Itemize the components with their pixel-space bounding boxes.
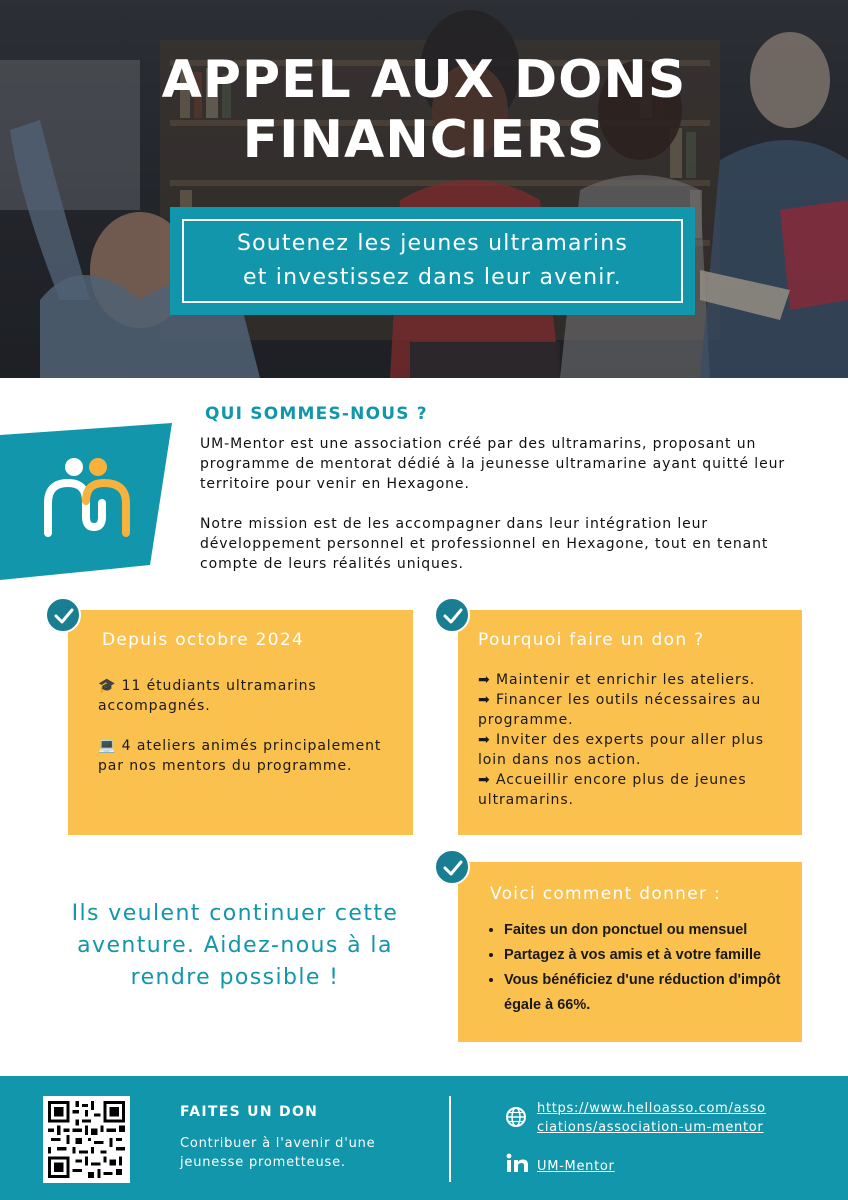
appeal-text: Ils veulent continuer cette aventure. Aidez-nous à la rendre possible ! <box>71 901 399 990</box>
since-card-body <box>98 676 388 776</box>
subtitle-line-2: et investissez dans leur avenir. <box>243 265 622 290</box>
how-card-list <box>504 918 794 1018</box>
footer-title: FAITES UN DON <box>180 1104 319 1120</box>
how-item: • Faites un don ponctuel ou mensuel <box>504 918 794 943</box>
footer <box>0 1076 848 1200</box>
footer-subtitle: Contribuer à l'avenir d'une jeunesse prometteuse. <box>180 1136 376 1170</box>
linkedin-icon <box>506 1153 530 1173</box>
since-checkmark-icon <box>45 597 81 633</box>
since-card-title: Depuis octobre 2024 <box>102 630 305 650</box>
about-paragraph-1: UM-Mentor est une association créé par des ultramarins, proposant un programme de mentorat dédié à la jeunesse ultramarine ayant quitté leur territoire pour venir en Hexagone. <box>200 436 786 492</box>
how-card-title: Voici comment donner : <box>490 884 721 904</box>
why-checkmark-icon <box>434 597 470 633</box>
since-item-students: 🎓 11 étudiants ultramarins accompagnés. <box>98 678 317 714</box>
page-title <box>0 50 848 170</box>
about-paragraph-2: Notre mission est de les accompagner dans leur intégration leur développement personnel et professionnel en Hexagone, tout en tenant compte de leurs réalités uniques. <box>200 516 769 572</box>
helloasso-link[interactable]: https://www.helloasso.com/associations/association-um-mentor <box>537 1101 766 1135</box>
subtitle-line-1: Soutenez les jeunes ultramarins <box>236 231 629 256</box>
how-item: • Partagez à vos amis et à votre famille <box>504 943 794 968</box>
about-heading: QUI SOMMES-NOUS ? <box>205 404 428 424</box>
why-item: ➡ Accueillir encore plus de jeunes ultramarins. <box>478 772 747 808</box>
how-to-donate-card <box>458 862 802 1042</box>
why-donate-card <box>458 610 802 835</box>
since-card <box>68 610 413 835</box>
footer-divider <box>449 1096 451 1182</box>
why-card-list <box>478 670 788 810</box>
why-item: ➡ Maintenir et enrichir les ateliers. <box>478 672 756 688</box>
qr-code-icon <box>48 1101 125 1178</box>
globe-icon <box>505 1106 527 1128</box>
about-text <box>200 434 800 574</box>
subtitle-frame <box>182 219 683 303</box>
why-card-title: Pourquoi faire un don ? <box>478 630 705 650</box>
linkedin-link[interactable]: UM-Mentor <box>537 1159 615 1174</box>
um-mentor-logo-icon <box>40 455 136 539</box>
title-line-1: APPEL AUX DONS <box>161 50 687 110</box>
hero-banner <box>0 0 848 378</box>
donation-qr-code[interactable] <box>43 1096 130 1183</box>
how-item: • Vous bénéficiez d'une réduction d'impôt égale à 66%. <box>504 968 794 1018</box>
why-item: ➡ Financer les outils nécessaires au programme. <box>478 692 762 728</box>
why-item: ➡ Inviter des experts pour aller plus loin dans nos action. <box>478 732 765 768</box>
subtitle-box <box>170 207 695 315</box>
since-item-workshops: 💻 4 ateliers animés principalement par nos mentors du programme. <box>98 738 382 774</box>
how-checkmark-icon <box>434 849 470 885</box>
title-line-2: FINANCIERS <box>242 110 606 170</box>
